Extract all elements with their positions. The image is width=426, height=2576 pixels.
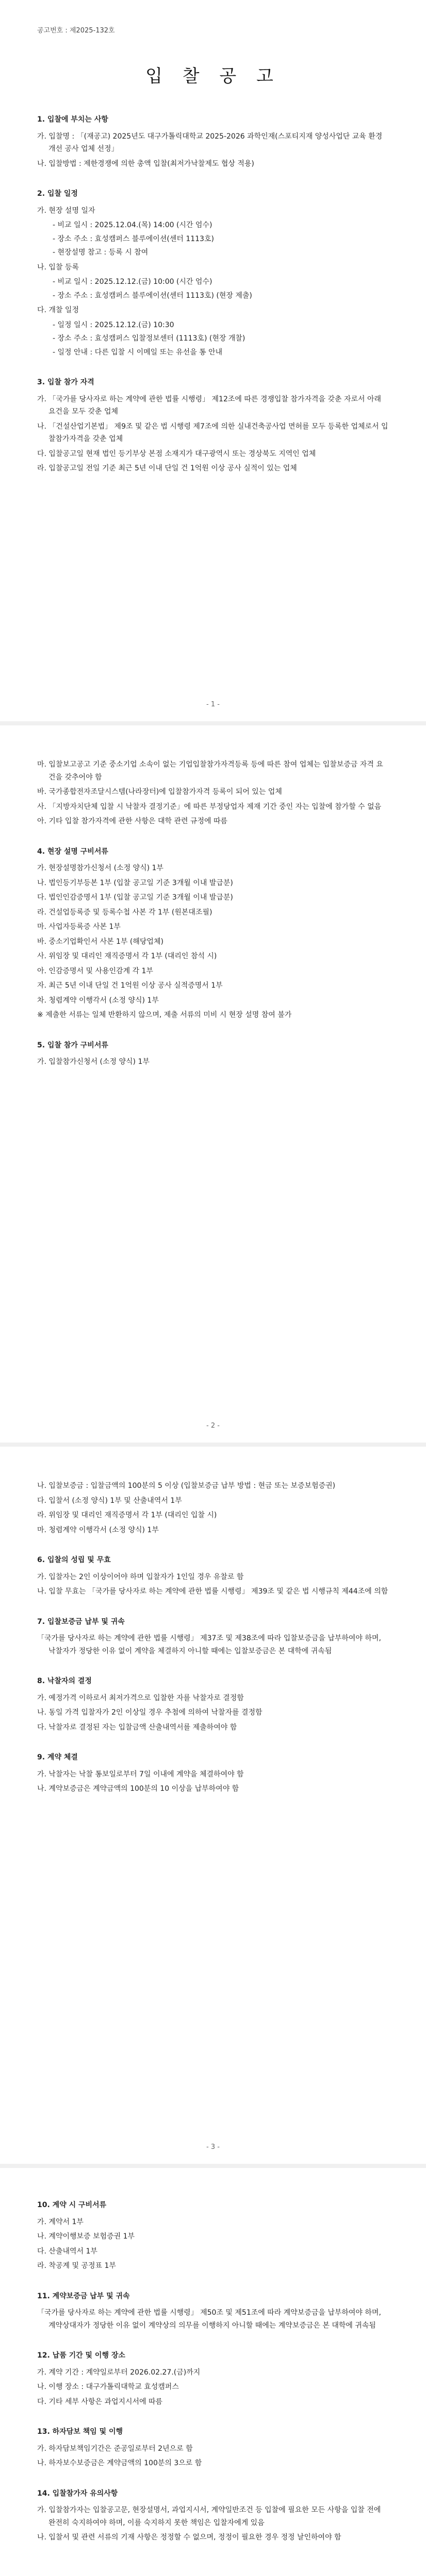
document-page-3 (0, 1447, 426, 2164)
section-item: 「국가를 당사자로 하는 계약에 관한 법률 시행령」 제50조 및 제51조에 따라 계약보증금을 납부하여야 하며, 계약상대자가 정당한 이유 없이 계약상의 의무를 이행하지 아니할 때에는 계약보증금은 본 대학에 귀속됨 (37, 2309, 381, 2330)
section-item: - 비교 일시 : 2025.12.12.(금) 10:00 (시간 엄수) (53, 278, 212, 286)
page-1-content (37, 113, 389, 477)
section-heading: 3. 입찰 참가 자격 (37, 378, 94, 386)
section-heading: 2. 입찰 일정 (37, 190, 78, 198)
document-title: 입 찰 공 고 (145, 66, 281, 87)
section-item: - 일정 안내 : 다른 입찰 시 이메일 또는 유선을 통 안내 (53, 348, 223, 357)
section-item: 다. 입찰공고일 현재 법인 등기부상 본점 소재지가 대구광역시 또는 경상북도 지역인 업체 (37, 449, 316, 458)
section-item: - 장소 주소 : 효성캠퍼스 블루에이션(센터 1113호) (현장 제출) (53, 291, 252, 300)
section-item: - 일정 일시 : 2025.12.12.(금) 10:30 (53, 320, 174, 329)
notice-number: 공고번호 : 제2025-132호 (37, 27, 115, 35)
section-heading: 9. 계약 체결 (37, 1753, 78, 1761)
body-paragraph: 사. 「지방자치단체 입찰 시 낙찰자 결정기준」에 따른 부정당업자 제재 기간 중인 자는 입찰에 참가할 수 없음 (37, 802, 382, 811)
section-item: 가. 입찰명 : 「(재공고) 2025년도 대구가톨릭대학교 2025-2026 과학인재(스포티지재 양성사업단 교육 환경 개선 공사 업체 선정」 (37, 132, 383, 153)
document-page-4 (0, 2168, 426, 2576)
section-item: 가. 계약 기간 : 계약일로부터 2026.02.27.(금)까지 (37, 2368, 201, 2377)
page-number: - 2 - (206, 1422, 220, 1430)
body-paragraph: 바. 국가종합전자조달시스템(나라장터)에 입찰참가자격 등록이 되어 있는 업체 (37, 788, 282, 796)
section-item: 나. 입찰 무효는 「국가를 당사자로 하는 계약에 관한 법률 시행령」 제39조 및 같은 법 시행규칙 제44조에 의함 (37, 1587, 388, 1596)
section-item: 아. 인감증명서 및 사용인감계 각 1부 (37, 967, 153, 975)
section-item: 다. 낙찰자로 결정된 자는 입찰금액 산출내역서를 제출하여야 함 (37, 1723, 237, 1732)
section-item: 가. 현장설명참가신청서 (소정 양식) 1부 (37, 864, 163, 872)
page-number: - 3 - (206, 2143, 220, 2151)
body-paragraph: 라. 위임장 및 대리인 재직증명서 각 1부 (대리인 입찰 시) (37, 1511, 217, 1519)
section-item: 다. 산출내역서 1부 (37, 2247, 97, 2256)
page-4-content (37, 2199, 389, 2546)
section-heading: 5. 입찰 참가 구비서류 (37, 1041, 108, 1049)
body-paragraph: 나. 입찰보증금 : 입찰금액의 100분의 5 이상 (입찰보증금 납부 방법 : 현금 또는 보증보험증권) (37, 1482, 336, 1490)
section-item: 가. 입찰참가신청서 (소정 양식) 1부 (37, 1058, 150, 1066)
page-separator (0, 2164, 426, 2168)
section-item: 나. 계약이행보증 보험증권 1부 (37, 2232, 135, 2241)
body-paragraph: 다. 입찰서 (소정 양식) 1부 및 산출내역서 1부 (37, 1496, 182, 1505)
section-heading: 11. 계약보증금 납부 및 귀속 (37, 2292, 130, 2300)
section-item: 사. 위임장 및 대리인 재직증명서 각 1부 (대리인 참석 시) (37, 952, 217, 960)
section-item: - 비교 일시 : 2025.12.04.(목) 14:00 (시간 엄수) (53, 221, 212, 229)
section-item: 가. 입찰자는 2인 이상이어야 하며 입찰자가 1인일 경우 유찰로 함 (37, 1572, 244, 1581)
section-heading: 12. 납품 기간 및 이행 장소 (37, 2351, 125, 2360)
section-item: 라. 건설업등록증 및 등록수첩 사본 각 1부 (원본대조필) (37, 908, 212, 917)
section-item: 다. 기타 세부 사항은 과업지시서에 따름 (37, 2397, 163, 2406)
page-2-content (37, 756, 389, 1071)
section-heading: 14. 입찰참가자 유의사항 (37, 2489, 118, 2498)
section-item: - 장소 주소 : 효성캠퍼스 입찰정보센터 (1113호) (현장 개찰) (53, 334, 245, 343)
page-3-content (37, 1478, 389, 1798)
section-item: 마. 사업자등록증 사본 1부 (37, 923, 121, 931)
section-item: 다. 법인인감증명서 1부 (입찰 공고일 기준 3개월 이내 발급분) (37, 893, 233, 902)
section-item: 다. 개찰 일정 (37, 306, 79, 314)
section-item: 나. 동일 가격 입찰자가 2인 이상일 경우 추첨에 의하여 낙찰자를 결정함 (37, 1708, 263, 1717)
section-item: 가. 하자담보책임기간은 준공일로부터 2년으로 함 (37, 2444, 193, 2453)
section-item: 가. 「국가를 당사자로 하는 계약에 관한 법률 시행령」 제12조에 따른 경쟁입찰 참가자격을 갖춘 자로서 아래 요건을 모두 갖춘 업체 (37, 395, 382, 416)
section-item: 가. 예정가격 이하로서 최저가격으로 입찰한 자를 낙찰자로 결정함 (37, 1693, 244, 1702)
section-item: 나. 입찰방법 : 제한경쟁에 의한 총액 입찰(최저가낙찰제도 협상 적용) (37, 159, 254, 168)
section-item: 자. 최근 5년 이내 단일 건 1억원 이상 공사 실적증명서 1부 (37, 981, 223, 990)
section-item: 가. 현장 설명 일자 (37, 206, 95, 215)
section-item: 가. 계약서 1부 (37, 2217, 84, 2226)
section-heading: 13. 하자담보 책임 및 이행 (37, 2428, 123, 2436)
section-heading: 7. 입찰보증금 납부 및 귀속 (37, 1617, 125, 1626)
section-item: 나. 입찰 등록 (37, 263, 79, 272)
section-item: 나. 「건설산업기본법」 제9조 및 같은 법 시행령 제7조에 의한 실내건축공사업 면허를 모두 등록한 업체로서 입찰참가자격을 갖춘 업체 (37, 422, 388, 443)
section-item: 바. 중소기업확인서 사본 1부 (해당업체) (37, 937, 163, 946)
section-heading: 6. 입찰의 성립 및 무효 (37, 1556, 111, 1564)
document-page-1 (0, 0, 426, 721)
section-item: 차. 청렴계약 이행각서 (소정 양식) 1부 (37, 996, 159, 1005)
section-item: 나. 이행 장소 : 대구가톨릭대학교 효성캠퍼스 (37, 2383, 179, 2391)
section-item: 나. 하자보수보증금은 계약금액의 100분의 3으로 함 (37, 2459, 202, 2467)
body-paragraph: 마. 청렴계약 이행각서 (소정 양식) 1부 (37, 1526, 159, 1534)
section-item: 나. 법인등기부등본 1부 (입찰 공고일 기준 3개월 이내 발급분) (37, 878, 233, 887)
document-page-2 (0, 725, 426, 1443)
section-heading: 1. 입찰에 부치는 사항 (37, 115, 108, 124)
section-item: 「국가를 당사자로 하는 계약에 관한 법률 시행령」 제37조 및 제38조에 따라 입찰보증금을 납부하여야 하며, 낙찰자가 정당한 이유 없이 계약을 체결하지 아니할 때에는 입찰보증금은 본 대학에 귀속됨 (37, 1634, 381, 1655)
body-paragraph: 마. 입찰보고공고 기준 중소기업 소속이 없는 기업입찰참가자격등록 등에 따른 참여 업체는 입찰보증금 자격 요건을 갖추어야 함 (37, 760, 383, 782)
section-item: - 현장설명 참고 : 등록 시 참여 (53, 248, 149, 257)
section-item: ※ 제출한 서류는 일체 반환하지 않으며, 제출 서류의 미비 시 현장 설명 참여 불가 (37, 1011, 292, 1019)
section-item: 가. 낙찰자는 낙찰 통보일로부터 7일 이내에 계약을 체결하여야 함 (37, 1770, 244, 1778)
section-item: 라. 착공계 및 공정표 1부 (37, 2262, 116, 2270)
section-item: 나. 계약보증금은 계약금액의 100분의 10 이상을 납부하여야 함 (37, 1785, 239, 1793)
section-heading: 8. 낙찰자의 결정 (37, 1677, 92, 1685)
section-heading: 10. 계약 시 구비서류 (37, 2201, 107, 2209)
section-item: 나. 입찰서 및 관련 서류의 기재 사항은 정정할 수 없으며, 정정이 필요한 경우 정정 날인하여야 함 (37, 2533, 341, 2541)
page-separator (0, 1443, 426, 1447)
body-paragraph: 아. 기타 입찰 참가자격에 관한 사항은 대학 관련 규정에 따름 (37, 817, 228, 825)
section-item: - 장소 주소 : 효성캠퍼스 블루에이션(센터 1113호) (53, 234, 214, 243)
page-number: - 1 - (206, 701, 220, 708)
section-heading: 4. 현장 설명 구비서류 (37, 847, 108, 856)
page-separator (0, 721, 426, 725)
section-item: 가. 입찰참가자는 입찰공고문, 현장설명서, 과업지시서, 계약일반조건 등 입찰에 필요한 모든 사항을 입찰 전에 완전히 숙지하여야 하며, 이를 숙지하지 못한 책임은 입찰자에게 있음 (37, 2506, 381, 2527)
section-item: 라. 입찰공고일 전일 기준 최근 5년 이내 단일 건 1억원 이상 공사 실적이 있는 업체 (37, 464, 297, 472)
